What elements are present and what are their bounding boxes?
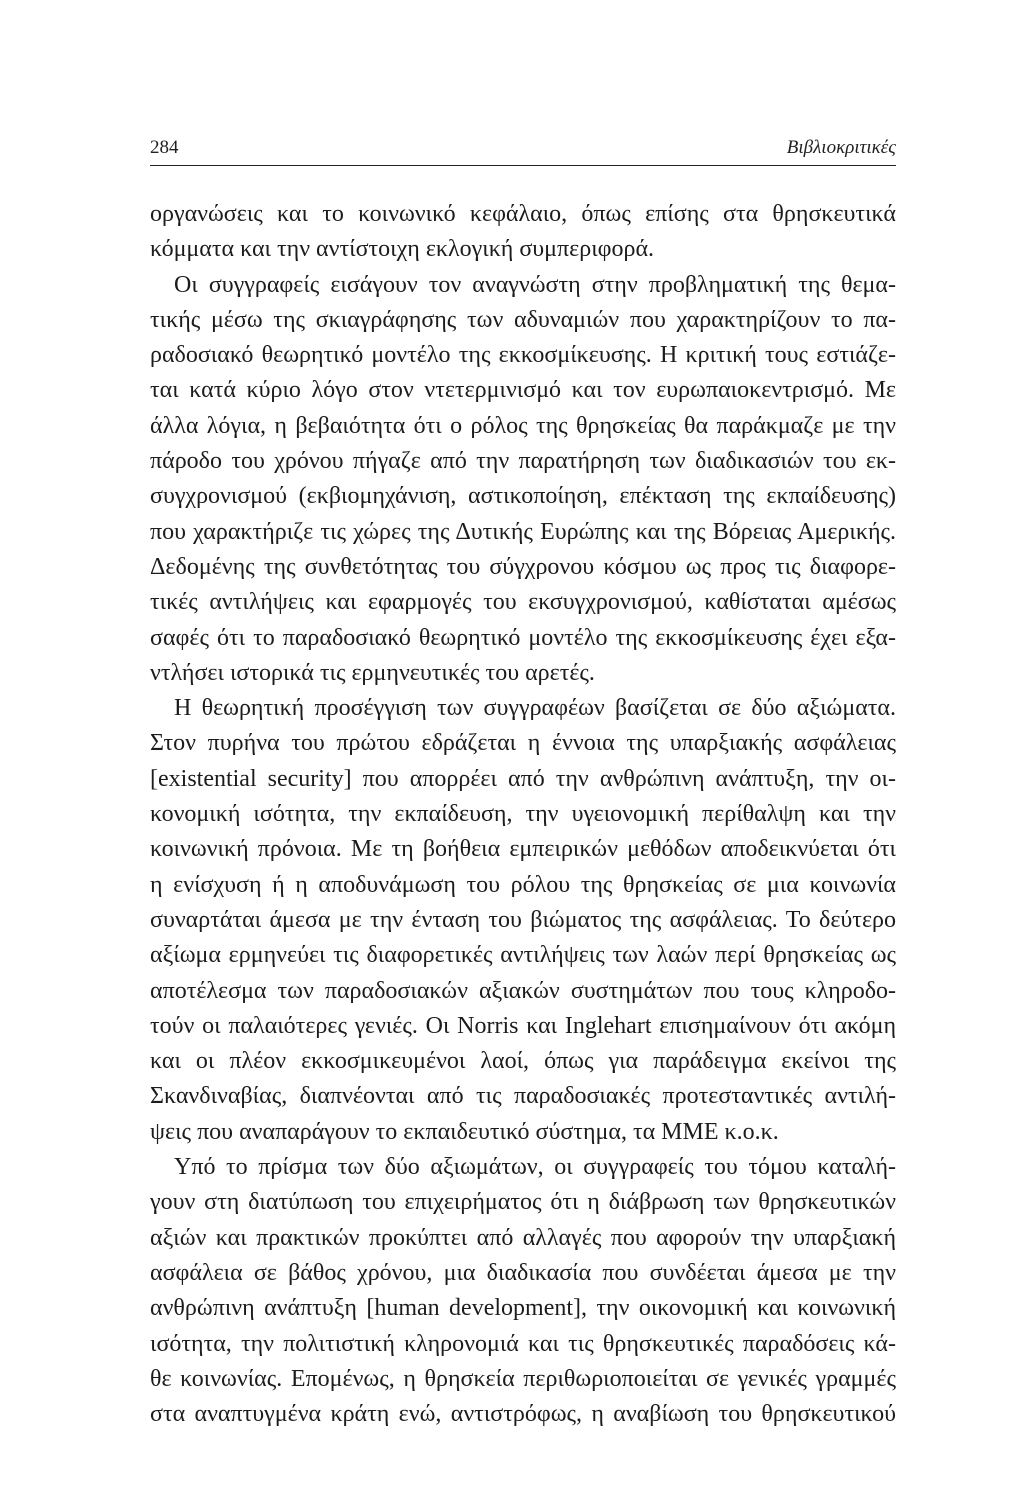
text-line: ντλήσει ιστορικά τις ερμηνευτικές του αρετές. — [150, 659, 595, 686]
text-line: η ενίσχυση ή η αποδυνάμωση του ρόλου της θρησκείας σε μια κοινωνία — [150, 871, 896, 898]
text-line: οργανώσεις και το κοινωνικό κεφάλαιο, όπως επίσης στα θρησκευτικά — [150, 201, 896, 227]
text-line: Σκανδιναβίας, διαπνέονται από τις παραδοσιακές προτεσταντικές αντιλή- — [150, 1083, 896, 1110]
text-line: ανθρώπινη ανάπτυξη [human development], την οικονομική και κοινωνική — [150, 1295, 896, 1322]
text-line: σαφές ότι το παραδοσιακό θεωρητικό μοντέλο της εκκοσμίκευσης έχει εξα- — [150, 624, 896, 651]
text-line: ψεις που αναπαράγουν το εκπαιδευτικό σύστημα, τα ΜΜΕ κ.ο.κ. — [150, 1118, 779, 1145]
text-line: Η θεωρητική προσέγγιση των συγγραφέων βασίζεται σε δύο αξιώματα. — [174, 695, 896, 722]
text-line: Στον πυρήνα του πρώτου εδράζεται η έννοια της υπαρξιακής ασφάλειας — [150, 730, 896, 757]
text-line: τικής μέσω της σκιαγράφησης των αδυναμιών που χαρακτηρίζουν το πα- — [150, 306, 896, 333]
text-line: και οι πλέον εκκοσμικευμένοι λαοί, όπως για παράδειγμα εκείνοι της — [150, 1048, 896, 1075]
text-line: άλλα λόγια, η βεβαιότητα ότι ο ρόλος της θρησκείας θα παράκμαζε με την — [150, 412, 896, 439]
text-line: αξίωμα ερμηνεύει τις διαφορετικές αντιλήψεις των λαών περί θρησκείας ως — [150, 942, 896, 969]
text-line: ασφάλεια σε βάθος χρόνου, μια διαδικασία που συνδέεται άμεσα με την — [150, 1259, 896, 1286]
running-head — [150, 135, 896, 166]
text-line: αξιών και πρακτικών προκύπτει από αλλαγές που αφορούν την υπαρξιακή — [150, 1224, 896, 1251]
body-text — [150, 197, 896, 1432]
section-title: Βιβλιοκριτικές — [786, 137, 896, 158]
text-line: ισότητα, την πολιτιστική κληρονομιά και τις θρησκευτικές παραδόσεις κά- — [150, 1330, 896, 1357]
text-line: πάροδο του χρόνου πήγαζε από την παρατήρηση των διαδικασιών του εκ- — [150, 448, 896, 475]
text-line: κοινωνική πρόνοια. Με τη βοήθεια εμπειρικών μεθόδων αποδεικνύεται ότι — [150, 836, 896, 863]
text-line: αποτέλεσμα των παραδοσιακών αξιακών συστημάτων που τους κληροδο- — [150, 977, 896, 1004]
text-line: ραδοσιακό θεωρητικό μοντέλο της εκκοσμίκευσης. Η κριτική τους εστιάζε- — [150, 342, 896, 369]
text-line: κόμματα και την αντίστοιχη εκλογική συμπεριφορά. — [150, 236, 655, 263]
text-line: [existential security] που απορρέει από την ανθρώπινη ανάπτυξη, την οι- — [150, 765, 896, 792]
text-line: γουν στη διατύπωση του επιχειρήματος ότι η διάβρωση των θρησκευτικών — [150, 1189, 896, 1216]
text-line: τικές αντιλήψεις και εφαρμογές του εκσυγχρονισμού, καθίσταται αμέσως — [150, 589, 896, 616]
text-line: τούν οι παλαιότερες γενιές. Οι Norris και Inglehart επισημαίνουν ότι ακόμη — [150, 1012, 896, 1039]
text-line: Δεδομένης της συνθετότητας του σύγχρονου κόσμου ως προς τις διαφορε- — [150, 553, 896, 580]
page-number: 284 — [150, 137, 179, 158]
text-line: στα αναπτυγμένα κράτη ενώ, αντιστρόφως, η αναβίωση του θρησκευτικού — [150, 1401, 896, 1428]
text-line: κονομική ισότητα, την εκπαίδευση, την υγειονομική περίθαλψη και την — [150, 801, 896, 828]
text-line: συναρτάται άμεσα με την ένταση του βιώματος της ασφάλειας. Το δεύτερο — [150, 906, 896, 933]
text-line: ται κατά κύριο λόγο στον ντετερμινισμό και τον ευρωπαιοκεντρισμό. Με — [150, 377, 896, 404]
text-line: θε κοινωνίας. Επομένως, η θρησκεία περιθωριοποιείται σε γενικές γραμμές — [150, 1365, 896, 1392]
text-line: Οι συγγραφείς εισάγουν τον αναγνώστη στην προβληματική της θεμα- — [174, 271, 896, 298]
text-line: Υπό το πρίσμα των δύο αξιωμάτων, οι συγγραφείς του τόμου καταλή- — [174, 1154, 896, 1181]
text-line: που χαρακτήριζε τις χώρες της Δυτικής Ευρώπης και της Βόρειας Αμερικής. — [150, 518, 896, 545]
text-line: συγχρονισμού (εκβιομηχάνιση, αστικοποίηση, επέκταση της εκπαίδευσης) — [150, 483, 896, 510]
